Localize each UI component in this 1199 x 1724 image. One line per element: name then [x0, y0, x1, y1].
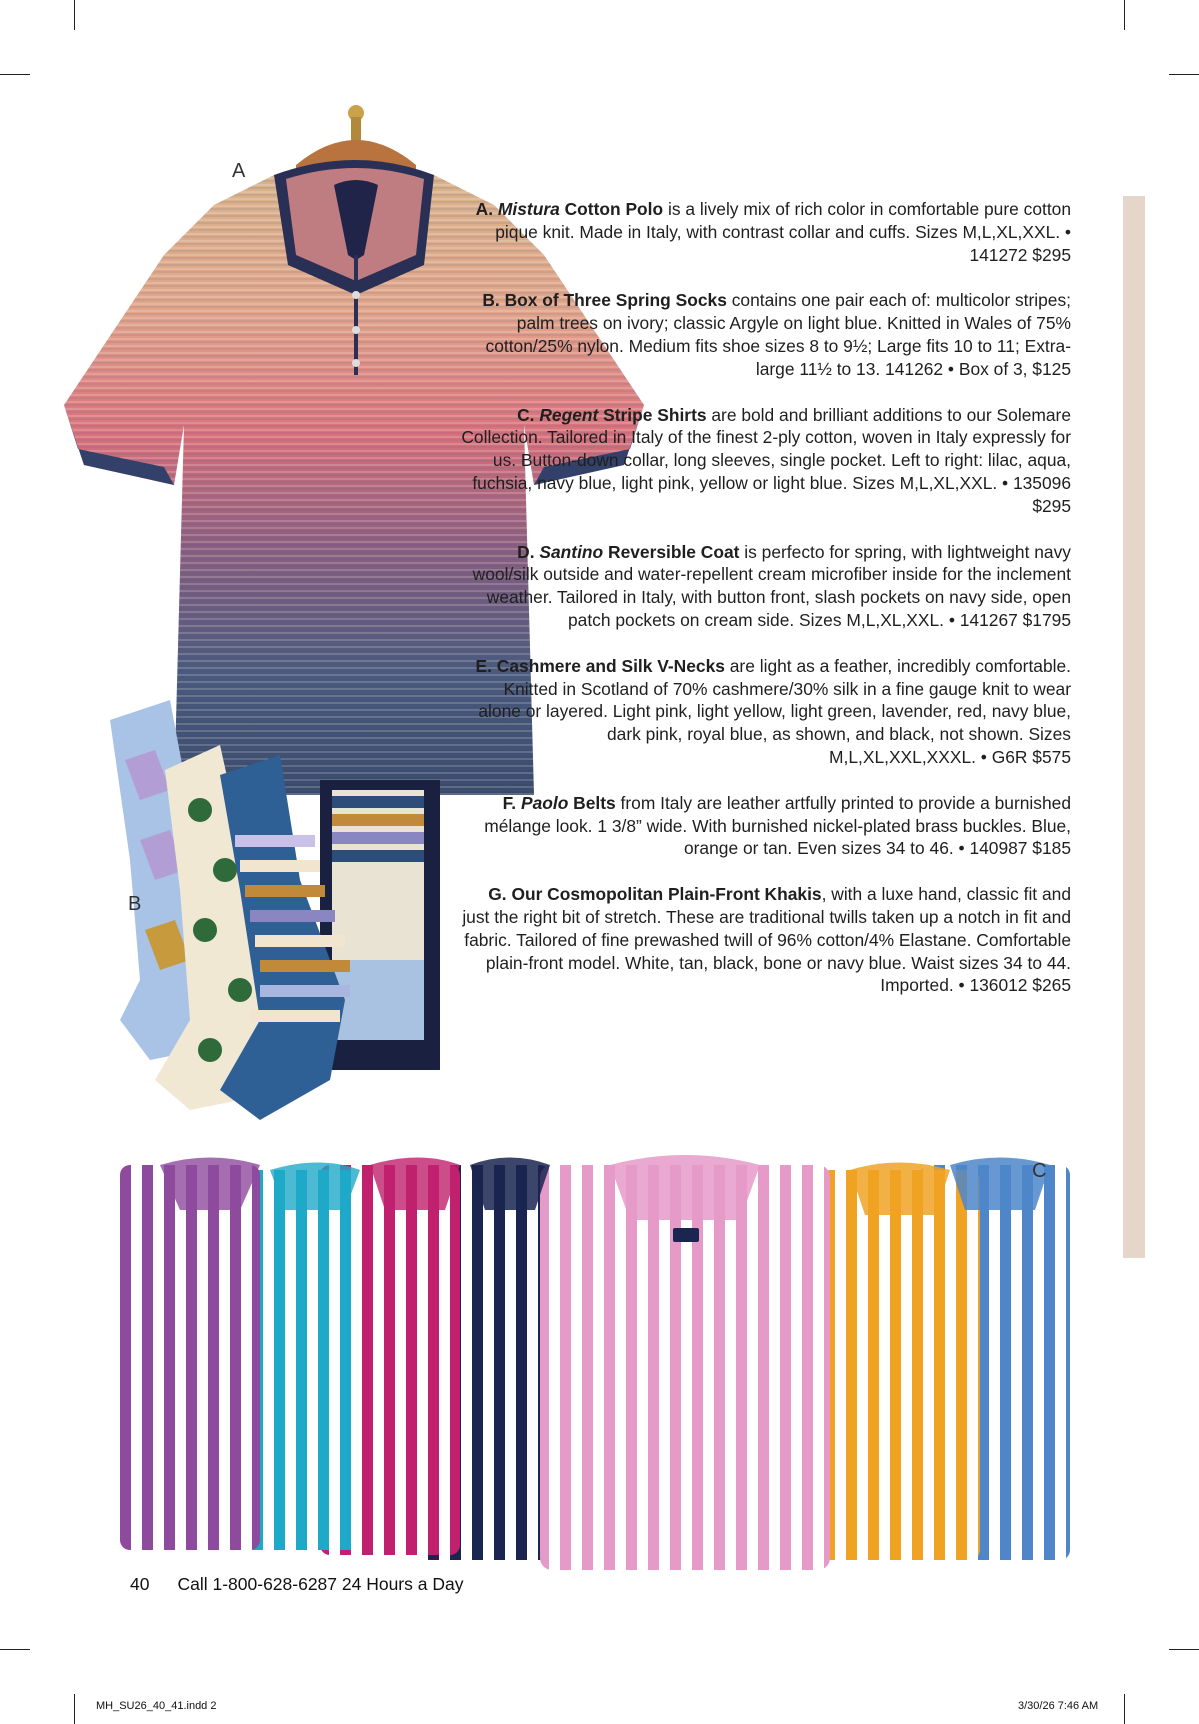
crop-mark: [1169, 1649, 1199, 1650]
crop-mark: [1124, 0, 1125, 30]
slug-date: 3/30/26 7:46 AM: [1018, 1700, 1099, 1712]
crop-mark: [0, 74, 30, 75]
crop-mark: [1169, 74, 1199, 75]
label-a: A: [232, 160, 246, 182]
crop-mark: [74, 1694, 75, 1724]
product-b: B. Box of Three Spring Socks contains one pair each of: multicolor stripes; palm trees on ivory; classic Argyle on light blue. Knitted in Wales of 75% cotton/25% nylon. Medium fits shoe sizes 8 to 9½; Large fits 10 to 11; Extra-large 11½ to 13. 141262 • Box of 3, $125: [482, 290, 1071, 379]
phone-line: Call 1-800-628-6287 24 Hours a Day: [177, 1574, 464, 1594]
label-b: B: [128, 893, 142, 915]
socks-image: [110, 700, 450, 1160]
page-footer: [130, 1574, 463, 1595]
product-c: C. Regent Stripe Shirts are bold and brilliant additions to our Solemare Collection. Tailored in Italy of the finest 2-ply cotton, woven in Italy expressly for us. Button-down collar, long sleeves, single pocket. Left to right: lilac, aqua, fuchsia, navy blue, light pink, yellow or light blue. Sizes M,L,XL,XXL. • 135096 $295: [461, 404, 1071, 516]
product-e: E. Cashmere and Silk V-Necks are light as a feather, incredibly comfortable. Knitted in Scotland of 70% cashmere/30% silk in a fine gauge knit to wear alone or layered. Light pink, light yellow, light green, lavender, red, navy blue, dark pink, royal blue, as shown, and black, not shown. Sizes M,L,XL,XXL,XXXL. • G6R $575: [475, 655, 1071, 767]
product-f: F. Paolo Belts from Italy are leather artfully printed to provide a burnished mélange look. 1 3/8” wide. With burnished nickel-plated brass buckles. Blue, orange or tan. Even sizes 34 to 46. • 140987 $185: [484, 792, 1071, 859]
product-g: G. Our Cosmopolitan Plain-Front Khakis, with a luxe hand, classic fit and just the right bit of stretch. These are traditional twills taken up a notch in fit and fabric. Tailored of fine prewashed twill of 96% cotton/4% Elastane. Comfortable plain-front model. White, tan, black, bone or navy blue. Waist sizes 34 to 44. Imported. • 136012 $265: [462, 884, 1071, 996]
product-descriptions: [460, 198, 1071, 1020]
striped-shirts-image: [120, 1150, 1080, 1570]
page-number: 40: [130, 1574, 150, 1594]
product-a: A. Mistura Cotton Polo is a lively mix of rich color in comfortable pure cotton pique knit. Made in Italy, with contrast collar and cuffs. Sizes M,L,XL,XXL. • 141272 $295: [475, 199, 1071, 265]
crop-mark: [0, 1649, 30, 1650]
slug-filename: MH_SU26_40_41.indd 2: [96, 1700, 217, 1712]
crop-mark: [1124, 1694, 1125, 1724]
crop-mark: [74, 0, 75, 30]
product-d: D. Santino Reversible Coat is perfecto for spring, with lightweight navy wool/silk outside and water-repellent cream microfiber inside for the inclement weather. Tailored in Italy, with button front, slash pockets on navy side, open patch pockets on cream side. Sizes M,L,XL,XXL. • 141267 $1795: [472, 541, 1071, 630]
label-c: C: [1032, 1160, 1047, 1182]
page-edge-band: [1123, 196, 1145, 1258]
